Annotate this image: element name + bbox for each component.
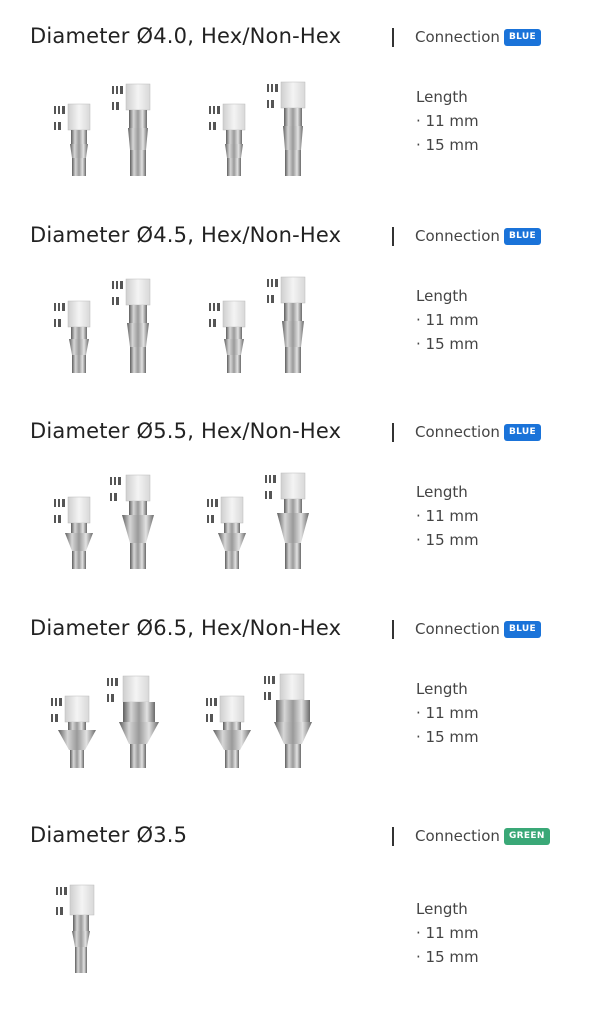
abutment-short-nonhex-image [202, 692, 257, 772]
divider [392, 227, 394, 246]
connection-label: Connection [415, 28, 500, 46]
abutment-long-nonhex-image [263, 469, 313, 573]
abutment-short-image [50, 297, 95, 377]
divider [392, 28, 394, 47]
length-option-11mm: · 11 mm [416, 311, 479, 329]
length-option-15mm: · 15 mm [416, 335, 479, 353]
abutment-short-image [50, 100, 95, 180]
connection-badge: BLUE [504, 29, 541, 46]
abutment-long-image [110, 80, 155, 180]
abutment-short-nonhex-image [205, 297, 250, 377]
length-option-15mm: · 15 mm [416, 136, 479, 154]
length-option-15mm: · 15 mm [416, 948, 479, 966]
abutment-long-image [105, 672, 160, 772]
connection-label: Connection [415, 227, 500, 245]
length-label: Length [416, 287, 468, 305]
divider [392, 423, 394, 442]
abutment-short-image [50, 493, 100, 573]
length-option-15mm: · 15 mm [416, 728, 479, 746]
divider [392, 620, 394, 639]
length-option-11mm: · 11 mm [416, 507, 479, 525]
length-label: Length [416, 88, 468, 106]
length-option-11mm: · 11 mm [416, 924, 479, 942]
length-label: Length [416, 900, 468, 918]
length-label: Length [416, 680, 468, 698]
abutment-long-image [108, 471, 158, 573]
abutment-long-nonhex-image [265, 78, 310, 180]
abutment-short-image [47, 692, 102, 772]
abutment-short-nonhex-image [203, 493, 253, 573]
connection-badge: BLUE [504, 621, 541, 638]
abutment-long-nonhex-image [262, 670, 317, 772]
section-title: Diameter Ø3.5 [30, 823, 188, 847]
connection-label: Connection [415, 827, 500, 845]
connection-badge: GREEN [504, 828, 550, 845]
connection-label: Connection [415, 620, 500, 638]
section-title: Diameter Ø4.0, Hex/Non-Hex [30, 24, 342, 48]
connection-label: Connection [415, 423, 500, 441]
abutment-long-image [110, 275, 155, 377]
divider [392, 827, 394, 846]
abutment-image [52, 881, 97, 977]
length-option-11mm: · 11 mm [416, 704, 479, 722]
length-option-11mm: · 11 mm [416, 112, 479, 130]
section-title: Diameter Ø5.5, Hex/Non-Hex [30, 419, 342, 443]
section-title: Diameter Ø4.5, Hex/Non-Hex [30, 223, 342, 247]
abutment-short-nonhex-image [205, 100, 250, 180]
abutment-long-nonhex-image [265, 273, 310, 377]
length-option-15mm: · 15 mm [416, 531, 479, 549]
section-title: Diameter Ø6.5, Hex/Non-Hex [30, 616, 342, 640]
length-label: Length [416, 483, 468, 501]
connection-badge: BLUE [504, 424, 541, 441]
connection-badge: BLUE [504, 228, 541, 245]
